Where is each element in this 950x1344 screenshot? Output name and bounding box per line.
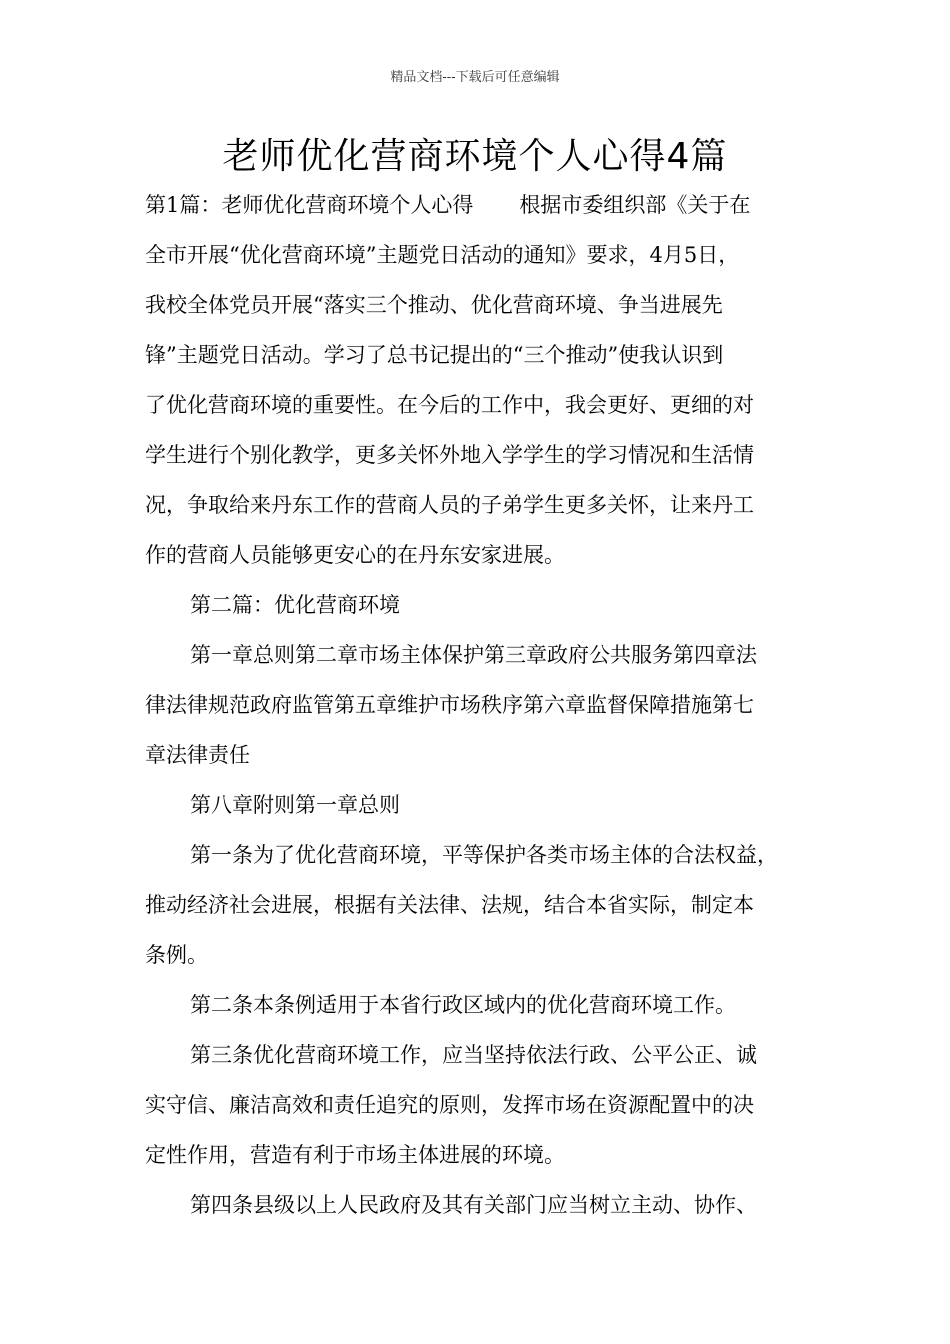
text-line: 况，争取给来丹东工作的营商人员的子弟学生更多关怀，让来丹工 (145, 493, 754, 517)
paragraph-6 (145, 980, 820, 1030)
text-line: 推动经济社会进展，根据有关法律、法规，结合本省实际，制定本 (145, 893, 754, 917)
paragraph-4 (145, 780, 820, 830)
text-line: 全市开展“优化营商环境”主题党日活动的通知》要求，4月5日， (145, 243, 740, 267)
text-line: 锋”主题党日活动。学习了总书记提出的“三个推动”使我认识到 (145, 343, 724, 367)
text-line: 第一条为了优化营商环境，平等保护各类市场主体的合法权益， (190, 843, 778, 867)
paragraph-7 (145, 1030, 820, 1180)
paragraph-2 (145, 580, 820, 630)
text-line: 第二条本条例适用于本省行政区域内的优化营商环境工作。 (190, 993, 736, 1017)
text-line: 律法律规范政府监管第五章维护市场秩序第六章监督保障措施第七 (145, 693, 754, 717)
text-line: 第一章总则第二章市场主体保护第三章政府公共服务第四章法 (190, 643, 757, 667)
paragraph-5 (145, 830, 820, 980)
paragraph-1 (145, 180, 820, 580)
document-body (145, 180, 820, 1230)
section-heading-1: 第1篇：老师优化营商环境个人心得 (145, 193, 474, 217)
text-line: 第八章附则第一章总则 (190, 793, 400, 817)
text-line: 了优化营商环境的重要性。在今后的工作中，我会更好、更细的对 (145, 393, 754, 417)
text-line (145, 180, 820, 230)
text-line: 我校全体党员开展“落实三个推动、优化营商环境、争当进展先 (145, 293, 723, 317)
text-line: 第四条县级以上人民政府及其有关部门应当树立主动、协作、 (190, 1193, 757, 1217)
text-line: 第三条优化营商环境工作，应当坚持依法行政、公平公正、诚 (190, 1043, 757, 1067)
text-line: 作的营商人员能够更安心的在丹东安家进展。 (145, 543, 565, 567)
document-title: 老师优化营商环境个人心得4篇 (222, 136, 728, 177)
text-line: 学生进行个别化教学，更多关怀外地入学学生的学习情况和生活情 (145, 443, 754, 467)
text-line: 实守信、廉洁高效和责任追究的原则，发挥市场在资源配置中的决 (145, 1093, 754, 1117)
page-header: 精品文档---下载后可任意编辑 (390, 70, 560, 85)
text-line: 章法律责任 (145, 743, 250, 767)
text-fragment: 根据市委组织部《关于在 (519, 193, 751, 217)
paragraph-3 (145, 630, 820, 780)
paragraph-8 (145, 1180, 820, 1230)
section-heading-2: 第二篇：优化营商环境 (190, 593, 400, 617)
text-line: 条例。 (145, 943, 208, 967)
text-line: 定性作用，营造有利于市场主体进展的环境。 (145, 1143, 565, 1167)
